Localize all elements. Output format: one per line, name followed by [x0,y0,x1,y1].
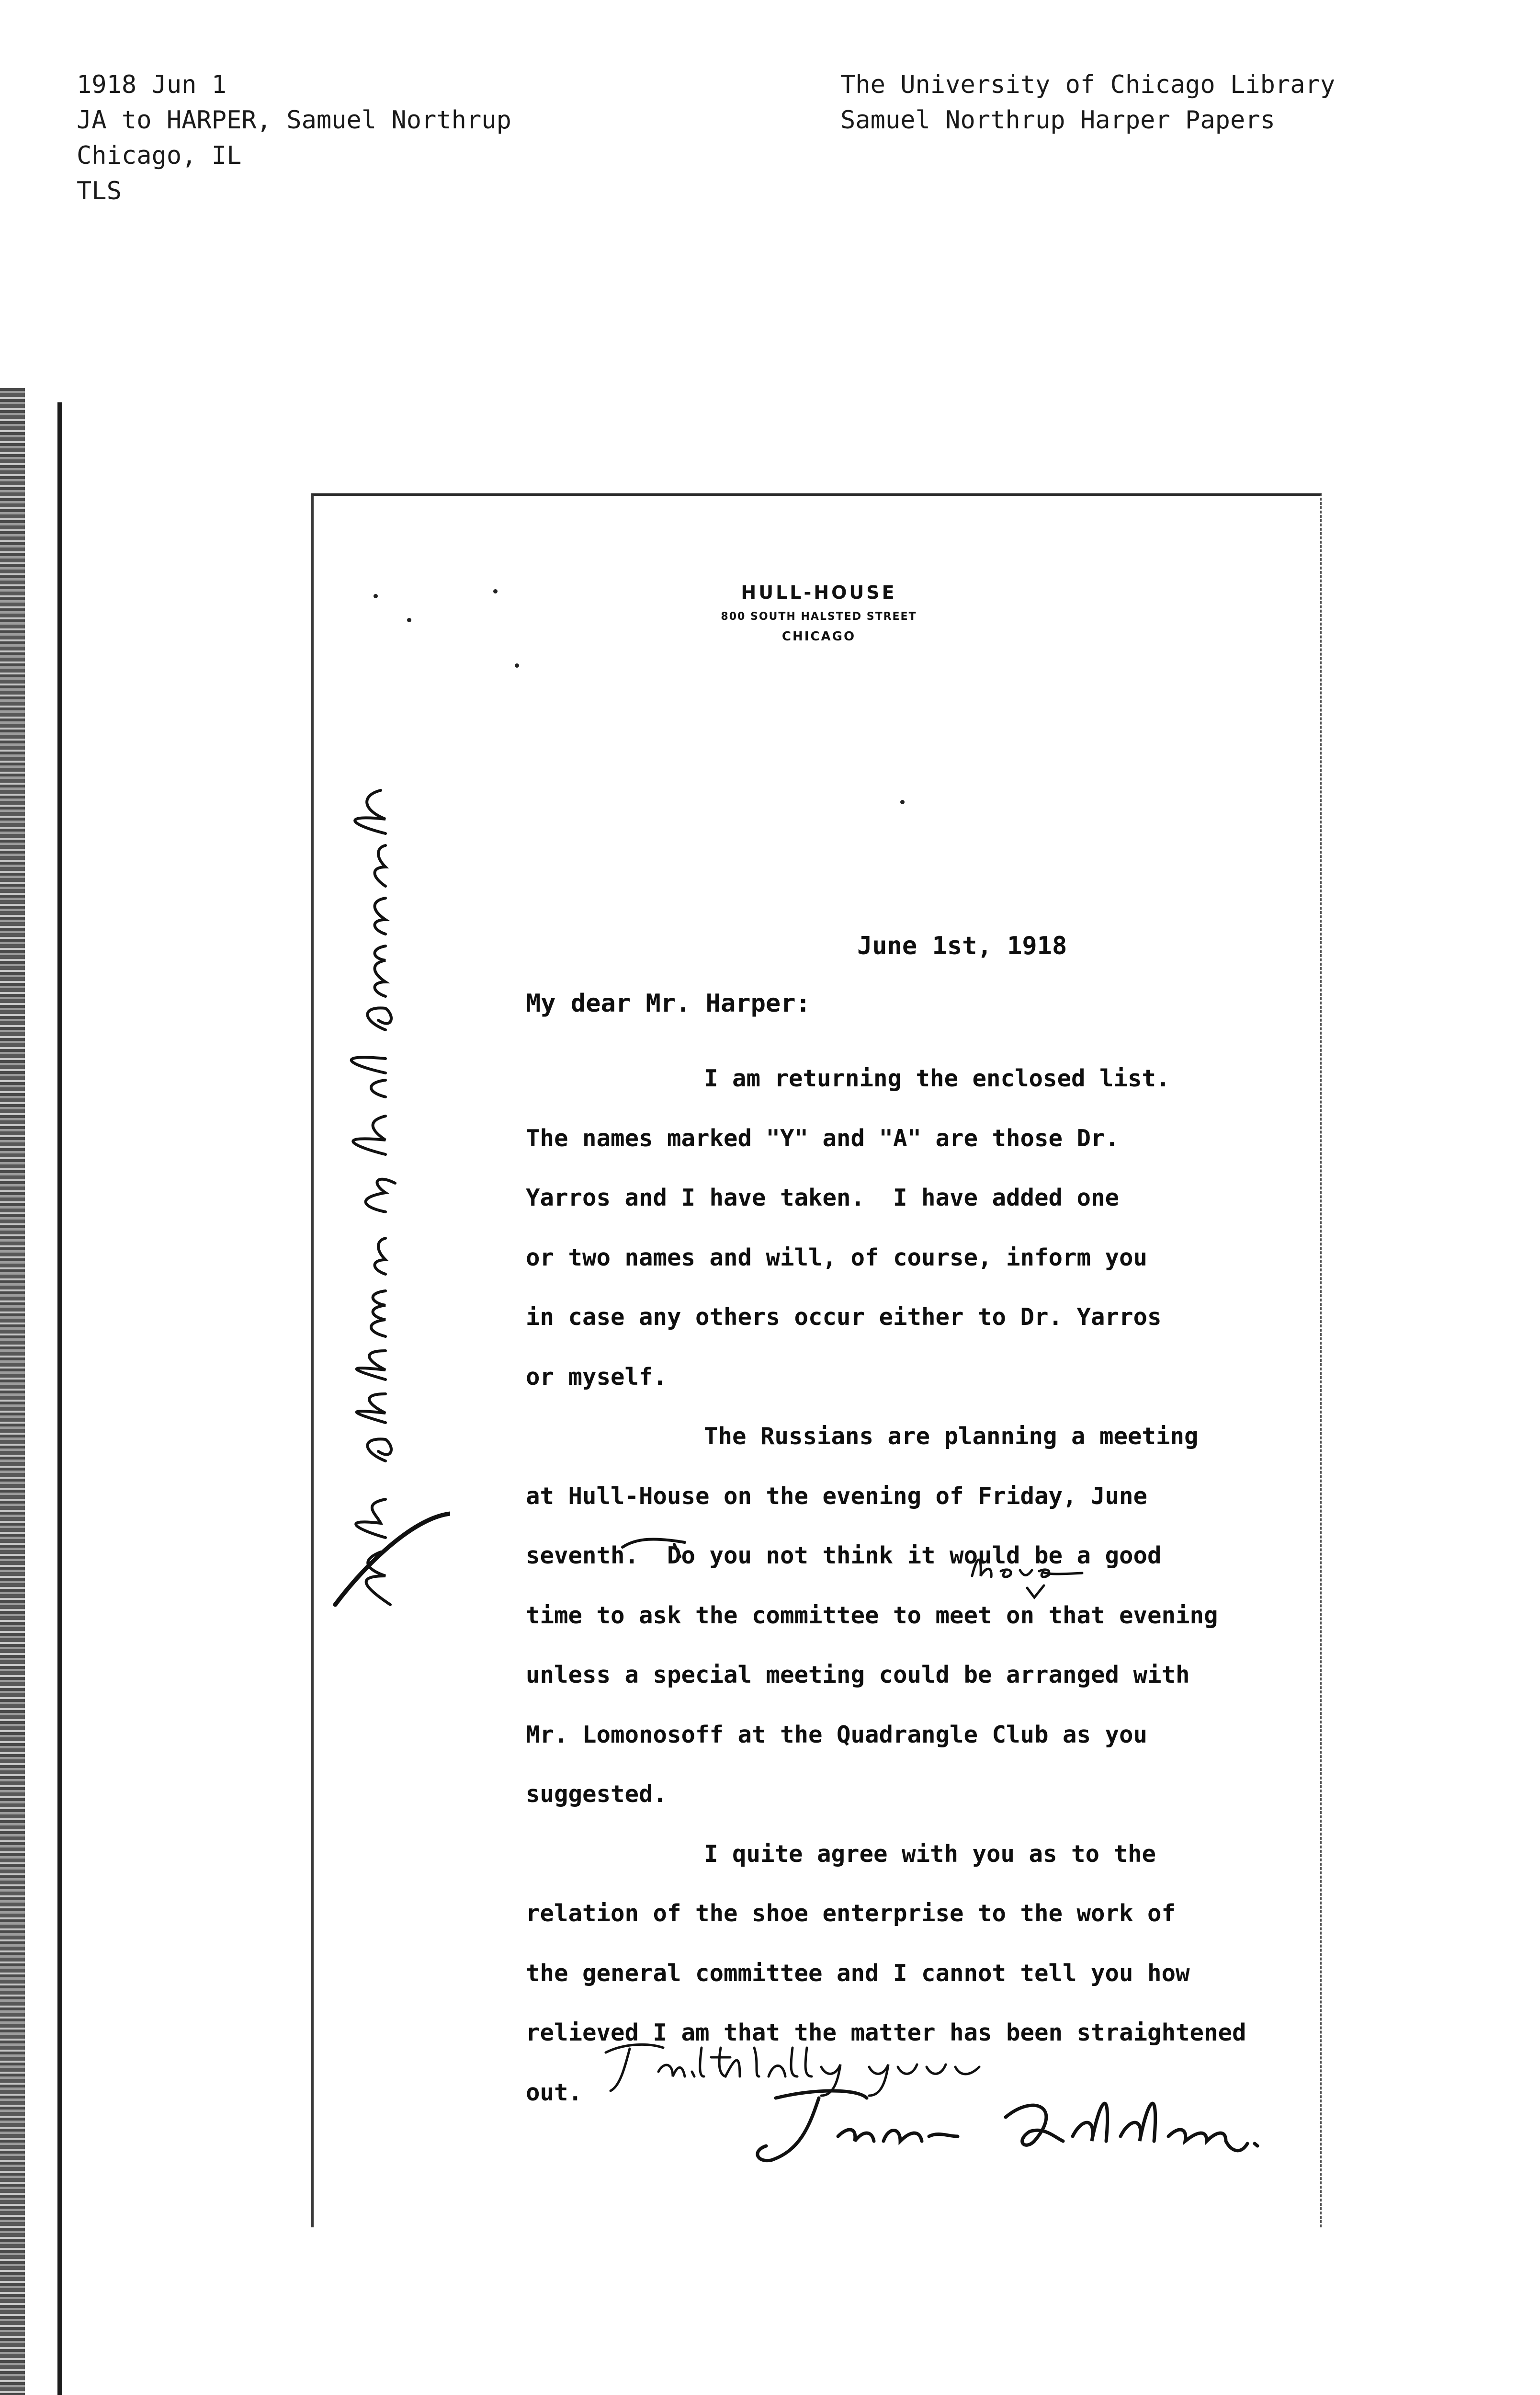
body-line: Yarros and I have taken. I have added one [526,1184,1120,1211]
body-line: relieved I am that the matter has been straightened [526,2019,1246,2046]
letterhead-name: HULL-HOUSE [741,582,897,603]
body-line: unless a special meeting could be arranged with [526,1661,1190,1688]
speck [374,594,378,598]
catalog-format: TLS [77,177,122,205]
binding-edge [0,388,25,2395]
letter-body [526,1049,1246,2122]
body-line: time to ask the committee to meet on that evening [526,1601,1218,1629]
insertion-mark [618,1528,694,1562]
speck [900,800,905,804]
body-line: seventh. Do you not think it would be a good [526,1542,1162,1569]
body-line: I quite agree with you as to the [704,1840,1156,1868]
handwritten-insert [967,1547,1101,1600]
letterhead-address: 800 SOUTH HALSTED STREET [721,611,917,623]
body-line: at Hull-House on the evening of Friday, June [526,1482,1148,1510]
letterhead-city: CHICAGO [781,629,856,644]
body-line: out. [526,2078,583,2106]
catalog-header-left [77,67,511,209]
catalog-place: Chicago, IL [77,141,242,170]
body-line: or myself. [526,1363,668,1391]
catalog-header-right [840,67,1335,138]
catalog-repository: The University of Chicago Library [840,70,1336,99]
body-line: The names marked "Y" and "A" are those Dr. [526,1124,1120,1152]
body-line: or two names and will, of course, inform you [526,1243,1148,1271]
binding-line [57,402,62,2395]
catalog-correspondents: JA to HARPER, Samuel Northrup [77,106,511,135]
letterhead [651,582,986,644]
marginal-note-handwriting [306,666,450,1624]
body-line: relation of the shoe enterprise to the work of [526,1900,1176,1927]
catalog-collection: Samuel Northrup Harper Papers [840,106,1275,135]
body-line: The Russians are planning a meeting [704,1423,1199,1450]
body-line: Mr. Lomonosoff at the Quadrangle Club as you [526,1721,1148,1748]
body-line: suggested. [526,1780,668,1808]
body-line: in case any others occur either to Dr. Yarros [526,1303,1162,1331]
speck [407,618,411,622]
body-line: I am returning the enclosed list. [704,1065,1170,1092]
body-line: the general committee and I cannot tell you how [526,1959,1190,1987]
letter-date: June 1st, 1918 [857,932,1067,960]
speck [515,663,519,668]
salutation: My dear Mr. Harper: [526,989,811,1018]
catalog-date: 1918 Jun 1 [77,70,227,99]
speck [493,589,498,593]
signature-handwriting [747,2088,1264,2170]
